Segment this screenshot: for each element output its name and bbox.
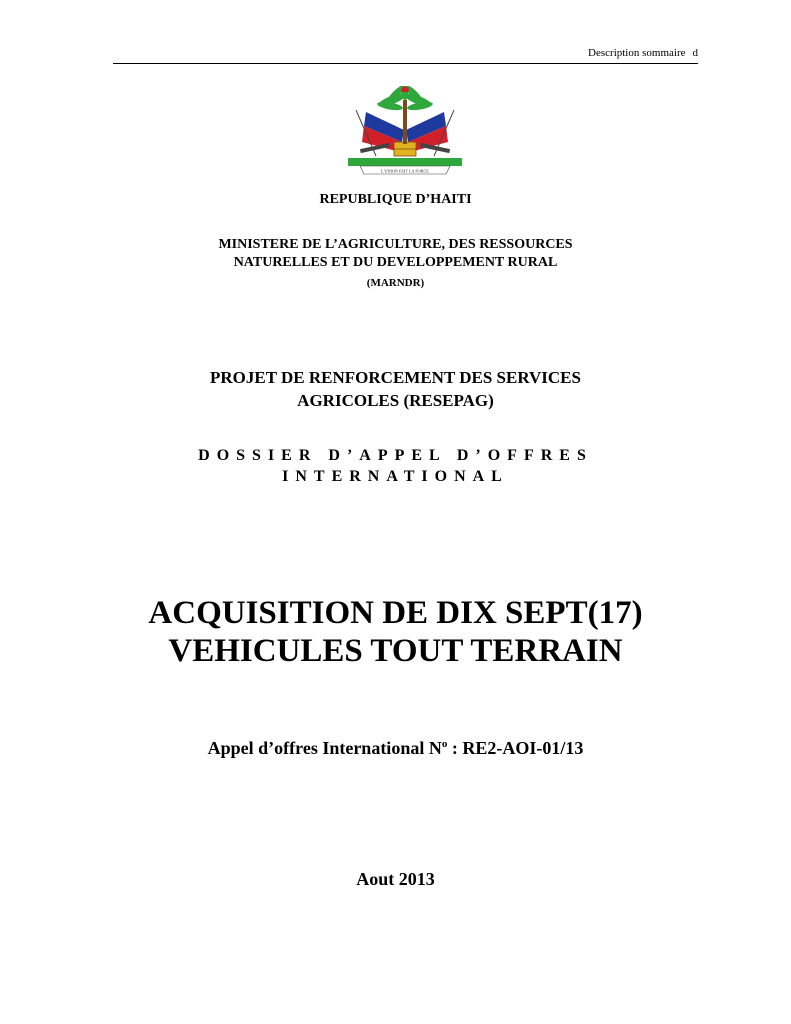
- ministry-heading: [0, 236, 791, 272]
- header-text: Description sommaire: [588, 47, 686, 59]
- page-header: [113, 44, 698, 64]
- main-title-line-1: ACQUISITION DE DIX SEPT(17): [148, 595, 643, 631]
- header-title: [588, 47, 698, 59]
- tender-reference-prefix: Appel d’offres International N: [207, 738, 442, 758]
- ministry-line-2: NATURELLES ET DU DEVELOPPEMENT RURAL: [233, 255, 558, 270]
- document-date: Aout 2013: [356, 869, 435, 889]
- document-main-title: [0, 594, 791, 670]
- country-heading: REPUBLIQUE D’HAITI: [319, 192, 472, 207]
- header-mark: d: [692, 47, 698, 59]
- dossier-line-1: DOSSIER D’APPEL D’OFFRES: [198, 447, 593, 464]
- dossier-title: [0, 445, 791, 487]
- project-line-1: PROJET DE RENFORCEMENT DES SERVICES: [210, 368, 581, 387]
- ministry-line-1: MINISTERE DE L’AGRICULTURE, DES RESSOURCES: [218, 237, 573, 252]
- main-title-line-2: VEHICULES TOUT TERRAIN: [168, 633, 623, 669]
- ministry-acronym: (MARNDR): [366, 277, 425, 289]
- tender-reference-number-sign: o: [441, 738, 448, 750]
- tender-reference-code: : RE2-AOI-01/13: [447, 738, 584, 758]
- project-title: [0, 366, 791, 412]
- emblem-ground: [348, 158, 462, 166]
- palm-trunk: [403, 100, 407, 144]
- project-line-2: AGRICOLES (RESEPAG): [297, 391, 494, 410]
- emblem-motto: L'UNION FAIT LA FORCE: [381, 168, 429, 174]
- dossier-line-2: INTERNATIONAL: [282, 468, 509, 485]
- tender-reference: [0, 738, 791, 759]
- coat-of-arms-icon: [346, 86, 464, 176]
